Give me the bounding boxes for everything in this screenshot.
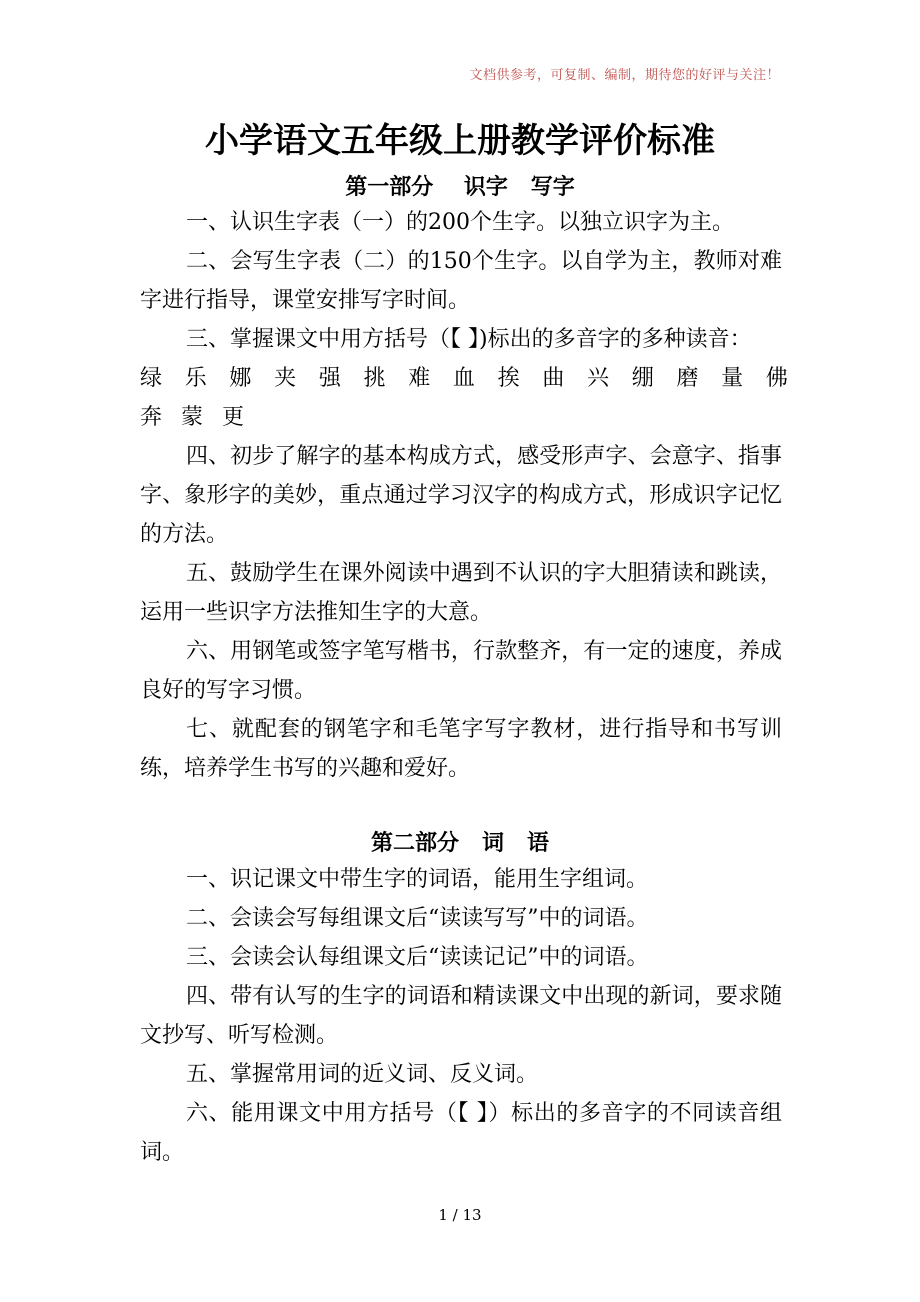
polyphonic-char: 蒙 (181, 405, 204, 430)
polyphonic-char: 曲 (542, 366, 565, 391)
polyphonic-char: 更 (222, 405, 245, 430)
paragraph-p2-5: 五、掌握常用词的近义词、反义词。 (186, 1062, 539, 1087)
section-heading-part2: 第二部分 词 语 (371, 831, 549, 856)
page-number: 1 / 13 (438, 1206, 482, 1224)
polyphonic-char: 挑 (363, 366, 386, 391)
paragraph-p1-7: 七、就配套的钢笔字和毛笔字写字教材，进行指导和书写训练，培养学生书写的兴趣和爱好。 (140, 717, 782, 781)
polyphonic-char: 绷 (631, 366, 654, 391)
polyphonic-char: 娜 (229, 366, 252, 391)
polyphonic-char: 奔 (140, 405, 163, 430)
paragraph-p1-3: 三、掌握课文中用方括号（【 】)标出的多音字的多种读音： (186, 327, 752, 352)
document-title: 小学语文五年级上册教学评价标准 (205, 121, 715, 161)
paragraph-p1-4: 四、初步了解字的基本构成方式，感受形声字、会意字、指事字、象形字的美妙，重点通过学习汉字的构成方式，形成识字记忆的方法。 (140, 444, 782, 547)
polyphonic-char: 兴 (587, 366, 610, 391)
polyphonic-char: 绿 (140, 366, 163, 391)
paragraph-p1-6: 六、用钢笔或签字笔写楷书，行款整齐，有一定的速度，养成良好的写字习惯。 (140, 639, 782, 703)
polyphonic-char: 佛 (765, 366, 788, 391)
polyphonic-char: 磨 (676, 366, 699, 391)
paragraph-p2-3: 三、会读会认每组课文后“读读记记”中的词语。 (186, 945, 649, 970)
paragraph-p2-4: 四、带有认写的生字的词语和精读课文中出现的新词，要求随文抄写、听写检测。 (140, 984, 782, 1048)
polyphonic-char: 难 (408, 366, 431, 391)
polyphonic-char: 乐 (184, 366, 207, 391)
paragraph-p2-1: 一、识记课文中带生字的词语，能用生字组词。 (186, 867, 649, 892)
paragraph-p2-6: 六、能用课文中用方括号（【 】）标出的多音字的不同读音组词。 (140, 1101, 782, 1165)
polyphonic-char-list-continued (140, 398, 256, 437)
paragraph-p1-1: 一、认识生字表（一）的200个生字。以独立识字为主。 (186, 210, 734, 235)
polyphonic-char-list (140, 359, 788, 398)
section-heading-part1: 第一部分 识字 写字 (345, 175, 575, 200)
polyphonic-char: 挨 (497, 366, 520, 391)
polyphonic-char: 量 (721, 366, 744, 391)
polyphonic-char: 夹 (274, 366, 297, 391)
header-note: 文档供参考，可复制、编制，期待您的好评与关注！ (469, 68, 780, 83)
paragraph-p1-5: 五、鼓励学生在课外阅读中遇到不认识的字大胆猜读和跳读，运用一些识字方法推知生字的大意。 (140, 561, 782, 625)
paragraph-p1-2: 二、会写生字表（二）的150个生字。以自学为主，教师对难字进行指导，课堂安排写字时间。 (140, 249, 782, 313)
paragraph-p2-2: 二、会读会写每组课文后“读读写写”中的词语。 (186, 906, 649, 931)
polyphonic-char: 血 (452, 366, 475, 391)
polyphonic-char: 强 (318, 366, 341, 391)
